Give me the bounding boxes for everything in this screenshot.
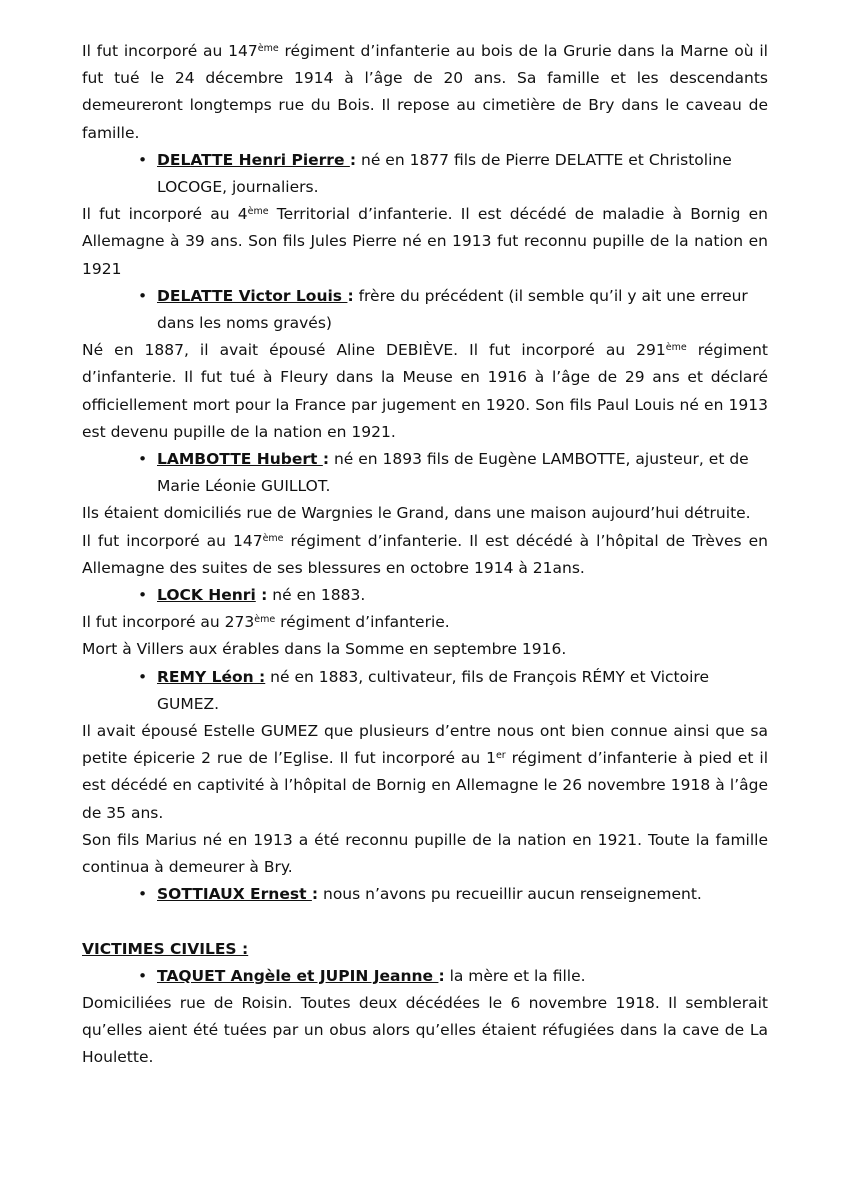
entry-text: né en 1877 fils de Pierre DELATTE et Christoline LOCOGE, journaliers. <box>157 150 732 197</box>
section-heading-civilian-victims: VICTIMES CIVILES : <box>82 939 249 958</box>
paragraph-273rd-regiment <box>82 609 768 636</box>
paragraph-remy-biography <box>82 718 768 827</box>
entry-lock-henri <box>82 582 768 609</box>
paragraph-treves-hospital <box>82 528 768 582</box>
bullet-icon: • <box>138 966 148 985</box>
name-colon: : <box>311 885 319 904</box>
paragraph-territorial <box>82 201 768 283</box>
text-run: Il fut incorporé au 147 <box>82 531 263 550</box>
name-colon: : <box>349 150 357 169</box>
victim-names: TAQUET Angèle et JUPIN Jeanne <box>157 966 439 985</box>
soldier-name: LAMBOTTE Hubert <box>157 450 323 469</box>
text-run: régiment d’infanterie. Il est décédé à l’hôpital de Trèves en Allemagne des suites de ses blessures en octobre 1914 à 21ans. <box>82 531 769 577</box>
text-run: régiment d’infanterie au bois de la Grurie dans la Marne où il fut tué le 24 décembre 1914 à l’âge de 20 ans. Sa famille et les descendants demeureront longtemps rue du Bois. Il repose au cimetière de Bry dans le caveau de famille. <box>82 42 768 142</box>
superscript: ème <box>254 614 276 626</box>
entry-text: né en 1893 fils de Eugène LAMBOTTE, ajusteur, et de Marie Léonie GUILLOT. <box>157 450 749 496</box>
paragraph-villers-death: Mort à Villers aux érables dans la Somme en septembre 1916. <box>82 640 567 659</box>
text-run: Né en 1887, il avait épousé Aline DEBIÈVE. Il fut incorporé au 291 <box>82 341 666 360</box>
bullet-icon: • <box>138 150 148 169</box>
superscript: ème <box>262 532 284 544</box>
soldier-name: LOCK Henri <box>157 586 256 605</box>
bullet-icon: • <box>138 450 148 469</box>
soldier-name: REMY Léon : <box>157 667 266 686</box>
paragraph-147th-regiment <box>82 38 768 147</box>
superscript: ème <box>257 42 279 54</box>
entry-sottiaux-ernest <box>82 881 768 908</box>
text-run: Il avait épousé Estelle GUMEZ que plusieurs d’entre nous ont bien connue ainsi que sa petite épicerie 2 rue de l’Eglise. Il fut incorporé au 1 <box>82 722 768 768</box>
name-colon: : <box>438 966 445 985</box>
entry-lambotte-hubert <box>82 446 768 500</box>
text-run: régiment d’infanterie. <box>275 613 450 632</box>
entry-text: frère du précédent (il semble qu’il y ait une erreur dans les noms gravés) <box>157 286 748 333</box>
text-run: Il fut incorporé au 273 <box>82 613 255 632</box>
bullet-icon: • <box>138 667 148 686</box>
soldier-name: SOTTIAUX Ernest <box>157 885 312 904</box>
superscript: ème <box>247 206 269 217</box>
text-run: régiment d’infanterie. Il fut tué à Fleury dans la Meuse en 1916 à l’âge de 29 ans et déclaré officiellement mort pour la France par jugement en 1920. Son fils Paul Louis né en 1913 est devenu pupille de la nation en 1921. <box>82 341 768 441</box>
superscript: ème <box>665 342 687 354</box>
paragraph-roisin-victims: Domiciliées rue de Roisin. Toutes deux décédées le 6 novembre 1918. Il semblerait qu’elles aient été tuées par un obus alors qu’elles étaient réfugiées dans la cave de La Houlette. <box>82 993 768 1067</box>
text-run: Il fut incorporé au 4 <box>82 205 248 224</box>
text-run: Il fut incorporé au 147 <box>82 42 258 60</box>
entry-text: né en 1883. <box>267 586 366 605</box>
name-colon: : <box>347 286 354 305</box>
entry-text: nous n’avons pu recueillir aucun renseignement. <box>318 885 702 904</box>
bullet-icon: • <box>138 885 148 904</box>
name-colon: : <box>255 586 268 605</box>
soldier-name: DELATTE Henri Pierre <box>157 150 350 169</box>
text-run: Territorial d’infanterie. Il est décédé de maladie à Bornig en Allemagne à 39 ans. Son fils Jules Pierre né en 1913 fut reconnu pupille de la nation en 1921 <box>82 205 768 278</box>
paragraph-291st-regiment <box>82 337 768 446</box>
bullet-icon: • <box>138 586 148 605</box>
bullet-icon: • <box>138 286 148 305</box>
entry-taquet-jupin <box>82 963 768 990</box>
entry-remy-leon <box>82 664 768 718</box>
name-colon: : <box>322 450 330 469</box>
entry-delatte-victor-louis <box>82 283 768 337</box>
superscript: er <box>495 750 506 762</box>
entry-delatte-henri-pierre <box>82 147 768 201</box>
paragraph-domicile-wargnies: Ils étaient domiciliés rue de Wargnies le Grand, dans une maison aujourd’hui détruite. <box>82 504 751 523</box>
entry-text: né en 1883, cultivateur, fils de François RÉMY et Victoire GUMEZ. <box>157 667 709 713</box>
paragraph-son-marius: Son fils Marius né en 1913 a été reconnu pupille de la nation en 1921. Toute la famille continua à demeurer à Bry. <box>82 830 768 877</box>
text-run: régiment d’infanterie à pied et il est décédé en captivité à l’hôpital de Bornig en Allemagne le 26 novembre 1918 à l’âge de 35 ans. <box>82 749 769 822</box>
soldier-name: DELATTE Victor Louis <box>157 286 348 305</box>
entry-text: la mère et la fille. <box>444 966 586 985</box>
